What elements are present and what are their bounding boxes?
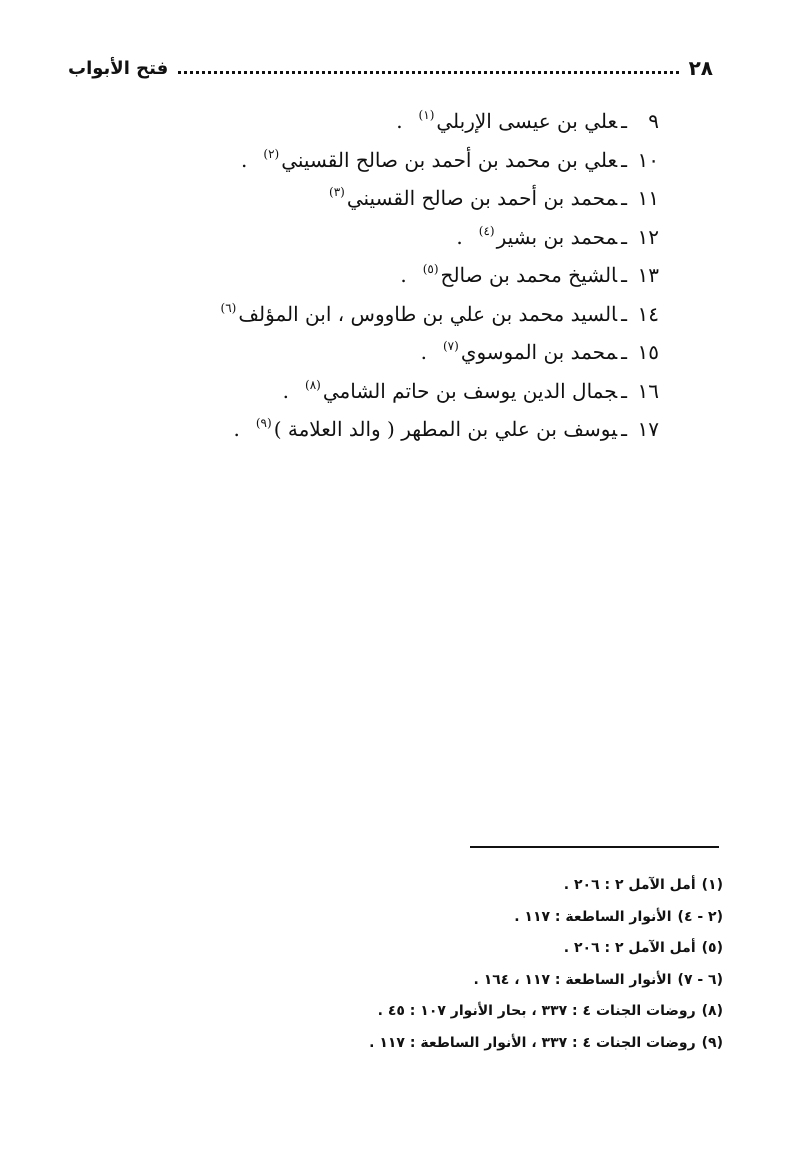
item-name: يوسف بن علي بن المطهر ( والد العلامة ): [273, 417, 618, 441]
footnote-mark: (٢ - ٤): [677, 908, 723, 925]
footnote-mark: (٩): [701, 1034, 723, 1051]
list-item: ٩ـعلي بن عيسى الإربلي$^{(١)}$.: [139, 102, 659, 141]
item-name: محمد بن بشير: [496, 224, 618, 249]
footnote-separator: [470, 846, 719, 848]
item-number: ١١: [637, 186, 659, 210]
footnote-mark: (٨): [701, 1003, 723, 1019]
item-number: ١٠: [637, 147, 659, 172]
footnote: [263, 870, 723, 902]
item-number: ١٤: [637, 301, 659, 326]
footnote-ref: (٨): [305, 377, 321, 392]
list-item: ١١ـمحمد بن أحمد بن صالح القسيني$^{(٣)}$: [139, 179, 659, 218]
footnote-ref: (٢): [263, 146, 280, 161]
footnote: [263, 902, 723, 934]
scholar-list: [139, 102, 659, 449]
list-item: ١٤ـالسيد محمد بن علي بن طاووس ، ابن المؤلف$^{(٦)}$: [139, 295, 659, 334]
footnote: [263, 996, 723, 1028]
footnote: [263, 1028, 723, 1060]
item-name: علي بن محمد بن أحمد بن صالح القسيني: [281, 147, 618, 172]
footnote-ref: (٣): [329, 185, 345, 199]
footnotes: [263, 870, 723, 1059]
footnote-ref: (٩): [255, 416, 272, 430]
list-item: ١٢ـمحمد بن بشير$^{(٤)}$.: [139, 218, 659, 257]
footnote: [263, 933, 723, 965]
item-name: محمد بن الموسوي: [460, 340, 618, 364]
footnote-text: روضات الجنات ٤ : ٣٣٧ ، بحار الأنوار ١٠٧ : ٤٥ .: [377, 1003, 696, 1019]
item-name: محمد بن أحمد بن صالح القسيني: [346, 186, 618, 210]
item-number: ٩: [648, 109, 659, 133]
running-header: [68, 52, 713, 84]
list-item: ١٠ـعلي بن محمد بن أحمد بن صالح القسيني$^{(٢)}$.: [139, 141, 659, 180]
footnote-ref: (٧): [442, 339, 459, 353]
item-name: الشيخ محمد بن صالح: [440, 263, 618, 287]
item-number: ١٣: [637, 263, 659, 287]
footnote-mark: (١): [701, 877, 723, 893]
footnote-mark: (٥): [701, 940, 723, 956]
list-item: ١٧ـيوسف بن علي بن المطهر ( والد العلامة )$^{(٩)}$.: [139, 410, 659, 449]
item-number: ١٥: [637, 340, 659, 364]
running-title: فتح الأبواب: [68, 57, 169, 79]
list-item: ١٥ـمحمد بن الموسوي$^{(٧)}$.: [139, 333, 659, 372]
footnote-text: أمل الآمل ٢ : ٢٠٦ .: [563, 877, 696, 893]
footnote-text: روضات الجنات ٤ : ٣٣٧ ، الأنوار الساطعة : ١١٧ .: [369, 1034, 696, 1051]
footnote-text: أمل الآمل ٢ : ٢٠٦ .: [563, 940, 696, 956]
footnote-ref: (١): [418, 108, 435, 122]
item-name: جمال الدين يوسف بن حاتم الشامي: [322, 378, 618, 403]
item-number: ١٢: [637, 224, 659, 249]
footnote-ref: (٤): [478, 223, 495, 238]
footnote-text: الأنوار الساطعة : ١١٧ .: [514, 908, 672, 925]
footnote-mark: (٦ - ٧): [677, 971, 723, 988]
footnote: [263, 965, 723, 997]
page-number: ٢٨: [688, 56, 713, 80]
item-name: علي بن عيسى الإربلي: [436, 109, 618, 133]
footnote-text: الأنوار الساطعة : ١١٧ ، ١٦٤ .: [473, 971, 672, 988]
item-number: ١٦: [637, 378, 659, 403]
footnote-ref: (٦): [220, 300, 237, 315]
dot-leader: [178, 71, 678, 74]
list-item: ١٣ـالشيخ محمد بن صالح$^{(٥)}$.: [139, 256, 659, 295]
list-item: ١٦ـجمال الدين يوسف بن حاتم الشامي$^{(٨)}$.: [139, 372, 659, 411]
item-name: السيد محمد بن علي بن طاووس ، ابن المؤلف: [238, 301, 618, 326]
item-number: ١٧: [637, 417, 659, 441]
footnote-ref: (٥): [422, 262, 439, 276]
